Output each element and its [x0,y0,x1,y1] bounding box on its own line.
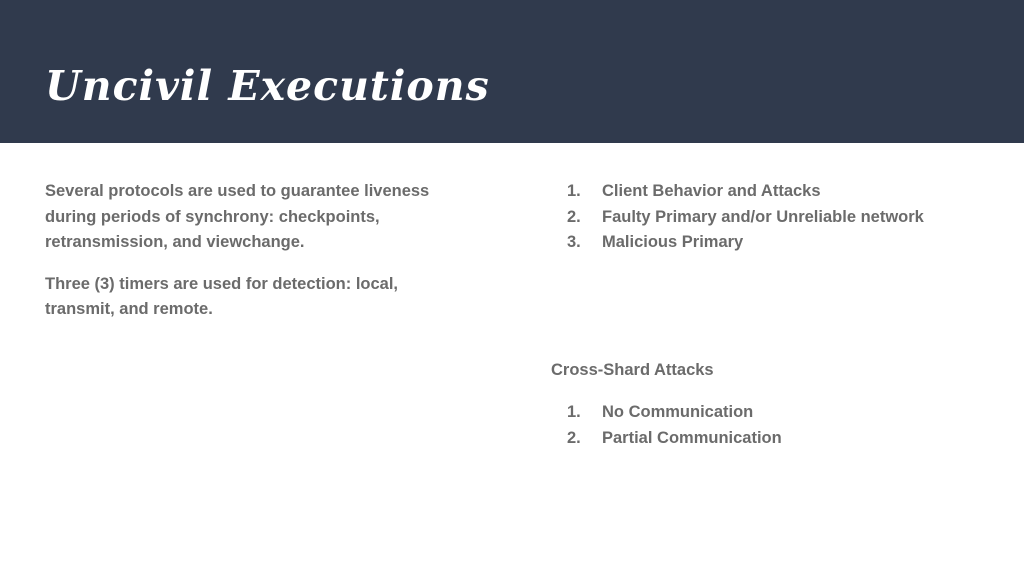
list-item [551,205,924,231]
list-number: 2. [567,207,581,226]
list-item-text: Faulty Primary and/or Unreliable network [602,207,924,226]
paragraph-protocols: Several protocols are used to guarantee liveness during periods of synchrony: checkpoints, retransmission, and viewchange. [45,182,430,251]
paragraph-timers: Three (3) timers are used for detection: local, transmit, and remote. [45,274,399,318]
cross-shard-list [551,400,782,451]
cross-shard-heading: Cross-Shard Attacks [551,361,714,379]
list-item [551,426,782,452]
list-number: 2. [567,428,581,447]
list-number: 3. [567,233,581,251]
slide-title: Uncivil Executions [45,62,490,110]
list-item-text: No Communication [602,403,754,421]
attack-list [551,179,924,256]
list-item-text: Client Behavior and Attacks [602,182,821,200]
list-item [551,230,924,256]
list-item [551,179,924,205]
list-number: 1. [567,403,581,421]
list-item [551,400,782,426]
list-number: 1. [567,182,581,200]
title-bar [0,0,1024,143]
left-column [45,179,465,339]
list-item-text: Malicious Primary [602,233,744,251]
list-item-text: Partial Communication [602,428,782,447]
